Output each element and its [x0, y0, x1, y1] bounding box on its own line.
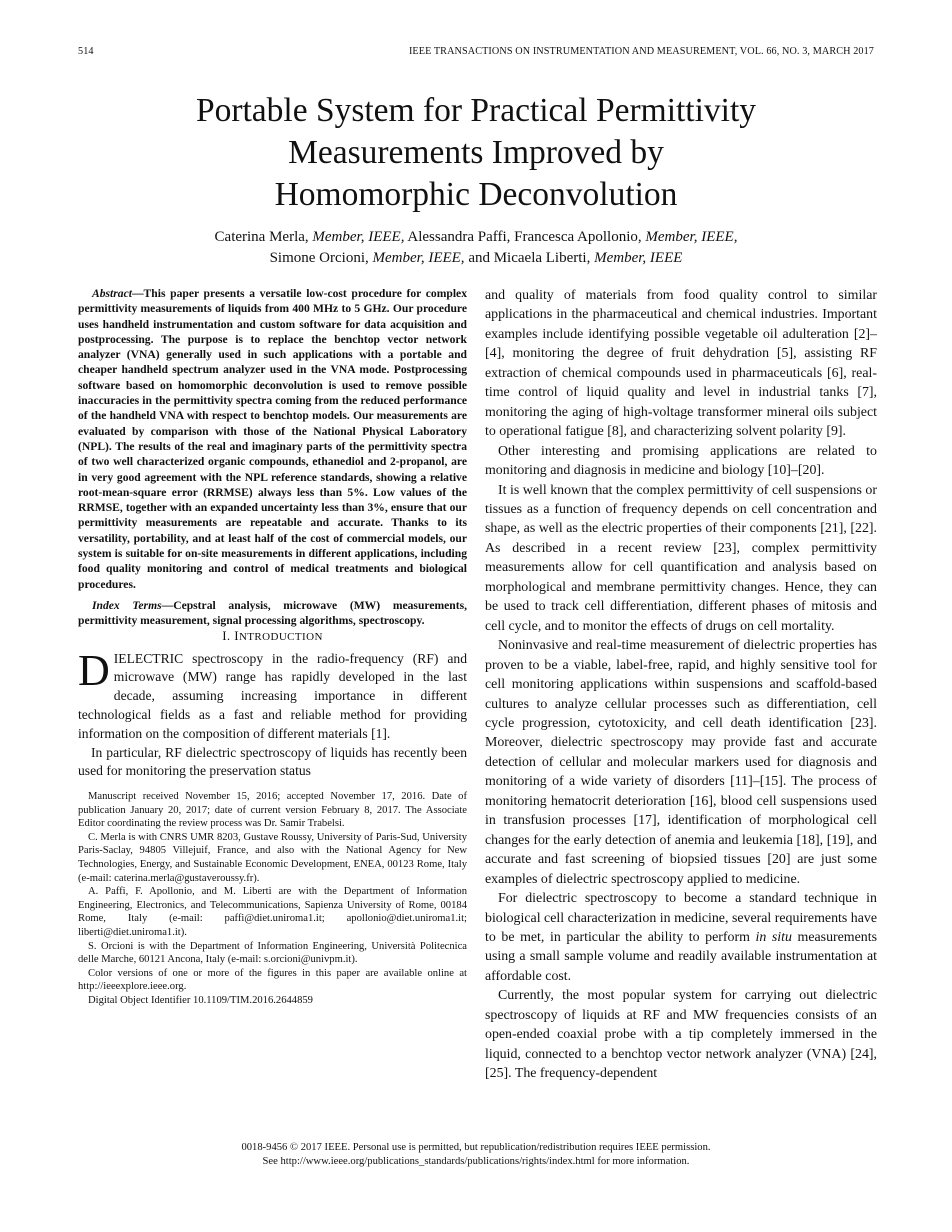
author-name: and Micaela Liberti,: [464, 249, 595, 266]
author-membership: Member, IEEE,: [372, 249, 465, 266]
body-paragraph: Currently, the most popular system for carrying out dielectric spectroscopy of liquids at RF and MW frequencies consists of an open-ended coaxial probe with a tip completely immersed in the liquid, connected to a benchtop vector network analyzer (VNA) [24], [25]. The frequency-dependent: [485, 988, 877, 1082]
copyright-line: 0018-9456 © 2017 IEEE. Personal use is permitted, but republication/redistribution requires IEEE permission.: [241, 1142, 711, 1153]
title-line-1: Portable System for Practical Permittivity: [195, 92, 757, 129]
author-name: Simone Orcioni,: [269, 249, 373, 266]
footnote-doi: Digital Object Identifier 10.1109/TIM.2016.2644859: [88, 995, 313, 1007]
author-membership: Member, IEEE: [594, 249, 683, 266]
index-terms-label: Index Terms: [92, 598, 162, 612]
copyright-footer: [78, 1141, 874, 1168]
running-header: [78, 46, 874, 62]
body-paragraph: Other interesting and promising applications are related to monitoring and diagnosis in medicine and biology [10]–[20].: [485, 443, 877, 479]
right-column: [485, 286, 877, 1084]
section-number: I.: [222, 627, 235, 643]
body-paragraph: [485, 889, 877, 986]
page-number: 514: [78, 46, 94, 57]
body-text: measurements using a small sample volume and readily available instrumentation at affordable cost.: [485, 929, 877, 984]
author-name: Alessandra Paffi, Francesca Apollonio,: [404, 229, 646, 245]
footnote-manuscript: Manuscript received November 15, 2016; accepted November 17, 2016. Date of publication January 20, 2017; date of current version February 8, 2017. The Associate Editor coordinating the review process was Dr. Samir Trabelsi.: [78, 791, 467, 830]
abstract-text: —This paper presents a versatile low-cost procedure for complex permittivity measurements of liquids from 400 MHz to 5 GHz. Our procedure uses handheld instrumentation and custom software for data acquisition and postprocessing. The purpose is to replace the benchtop vector network analyzer (VNA) generally used in such applications with a portable and cheaper handheld spectrum analyzer used in the VNA mode. Postprocessing software based on homomorphic deconvolution is used to remove possible inaccuracies in the permittivity spectra coming from the reduced performance of the handheld VNA with respect to benchtop models. Our measurements are evaluated by comparison with those of the National Physical Laboratory (NPL). The results of the real and imaginary parts of the permittivity spectra of two well characterized organic compounds, ethanediol and 2-propanol, are in very good agreement with the NPL reference standards, showing a relative root-mean-square error (RRMSE) always less than 5%. Low values of the RRMSE, together with an expanded uncertainty less than 3%, ensure that our permittivity measurements are repeatable and accurate. Thanks to its versatility, portability, and at least half of the cost of commercial models, our system is suitable for on-site measurements in different applications, including food quality monitoring and control of medical treatments and biological procedures.: [78, 287, 467, 591]
journal-name: IEEE TRANSACTIONS ON INSTRUMENTATION AND MEASUREMENT, VOL. 66, NO. 3, MARCH 2017: [408, 46, 874, 57]
abstract-label: Abstract: [92, 287, 132, 300]
footnote-color-versions: Color versions of one or more of the figures in this paper are available online at http://ieeexplore.ieee.org.: [78, 967, 467, 993]
author-name: Caterina Merla,: [214, 229, 313, 245]
rights-link-line: See http://www.ieee.org/publications_standards/publications/rights/index.html for more information.: [262, 1155, 690, 1167]
body-paragraph: Noninvasive and real-time measurement of dielectric properties has proven to be a viable, label-free, rapid, and highly sensitive tool for cell monitoring applications within suspensions and scaffold-based cultures to analyze cellular processes such as differentiation, cell cycle progression, cytotoxicity, and cell death identification [23]. Moreover, dielectric spectroscopy may provide fast and accurate detection of cellular and molecular markers used for diagnosis and monitoring of a wide variety of disorders [11]–[15]. The process of monitoring hematocrit deterioration [16], blood cell suspensions used in transfusion processes [17], identification of morphological cell changes for the early detection of anemia and leukemia [18], [19], and accurate and fast screening of biopsied tissues [20] are just some examples of dielectric spectroscopy applied to medicine.: [485, 638, 877, 887]
intro-paragraph-2: In particular, RF dielectric spectroscopy of liquids has recently been used for monitoring the preservation status: [78, 744, 467, 779]
index-terms-text: —Cepstral analysis, microwave (MW) measurements, permittivity measurement, signal processing algorithms, spectroscopy.: [78, 598, 467, 628]
section-initial: I: [234, 627, 239, 643]
footnotes: [78, 790, 467, 1008]
intro-paragraph-1: [78, 645, 467, 744]
title-line-3: Homomorphic Deconvolution: [274, 176, 678, 213]
body-italic-text: in situ: [755, 929, 792, 945]
paper-title: [78, 90, 874, 216]
body-paragraph: and quality of materials from food quality control to similar applications in the pharmaceutical and chemical industries. Important examples include identifying possible vegetable oil adulteration [2]–[4], monitoring the degree of fruit dehydration [5], assisting RF extraction of chemical compounds used in pharmaceuticals [6], real-time control of liquid quality and level in industrial tanks [7], monitoring the aging of high-voltage transformer mineral oils subject to operational fatigue [8], and characterizing solvent polarity [9].: [485, 288, 877, 440]
abstract: [78, 286, 467, 592]
section-title-rest: NTRODUCTION: [238, 630, 323, 643]
footnote-merla: C. Merla is with CNRS UMR 8203, Gustave Roussy, University of Paris-Sud, University Paris-Saclay, 94805 Villejuif, France, and also with the National Agency for New Technologies, Energy, and Sustainable Economic Development, ENEA, 00123 Rome, Italy (e-mail: caterina.merla@gustaveroussy.fr).: [78, 831, 467, 884]
body-text: For dielectric spectroscopy to become a standard technique in biological cell characterization in medicine, several requirements have to be met, in particular the ability to perform: [485, 891, 877, 945]
left-column: [78, 286, 467, 1008]
author-membership: Member, IEEE,: [645, 229, 738, 245]
body-paragraph: It is well known that the complex permittivity of cell suspensions or tissues as a function of frequency depends on cell concentration and shape, as well as the electric properties of their components [21], [22]. As described in a recent review [23], complex permittivity measurements allow for cell quantification and analysis based on morphological and membrane permittivity changes. Hence, they can be used to track cell differentiation, different phases of mitosis and cell cycle, and to monitor the effects of drugs on cell mortality.: [485, 482, 877, 634]
footnote-orcioni: S. Orcioni is with the Department of Information Engineering, Università Politecnica delle Marche, 60121 Ancona, Italy (e-mail: s.orcioni@univpm.it).: [78, 940, 467, 966]
author-list: [78, 227, 874, 268]
author-membership: Member, IEEE,: [312, 229, 405, 245]
intro-paragraph-1-text: IELECTRIC spectroscopy in the radio-frequency (RF) and microwave (MW) range has rapidly developed in the last decade, assuming increasing importance in different technological fields as a fast and reliable method for providing information on the composition of different materials [1].: [78, 650, 467, 741]
index-terms: [78, 598, 467, 629]
drop-cap: D: [78, 645, 110, 695]
section-heading: [78, 628, 467, 644]
footnote-paffi-apollonio-liberti: A. Paffi, F. Apollonio, and M. Liberti are with the Department of Information Engineering, Electronics, and Telecommunications, Sapienza University of Rome, 00184 Rome, Italy (e-mail: paffi@diet.uniroma1.it; apollonio@diet.uniroma1.it; liberti@diet.uniroma1.it).: [78, 886, 467, 939]
author-line-2: [78, 248, 874, 269]
title-line-2: Measurements Improved by: [288, 134, 664, 171]
author-line-1: [78, 227, 874, 248]
